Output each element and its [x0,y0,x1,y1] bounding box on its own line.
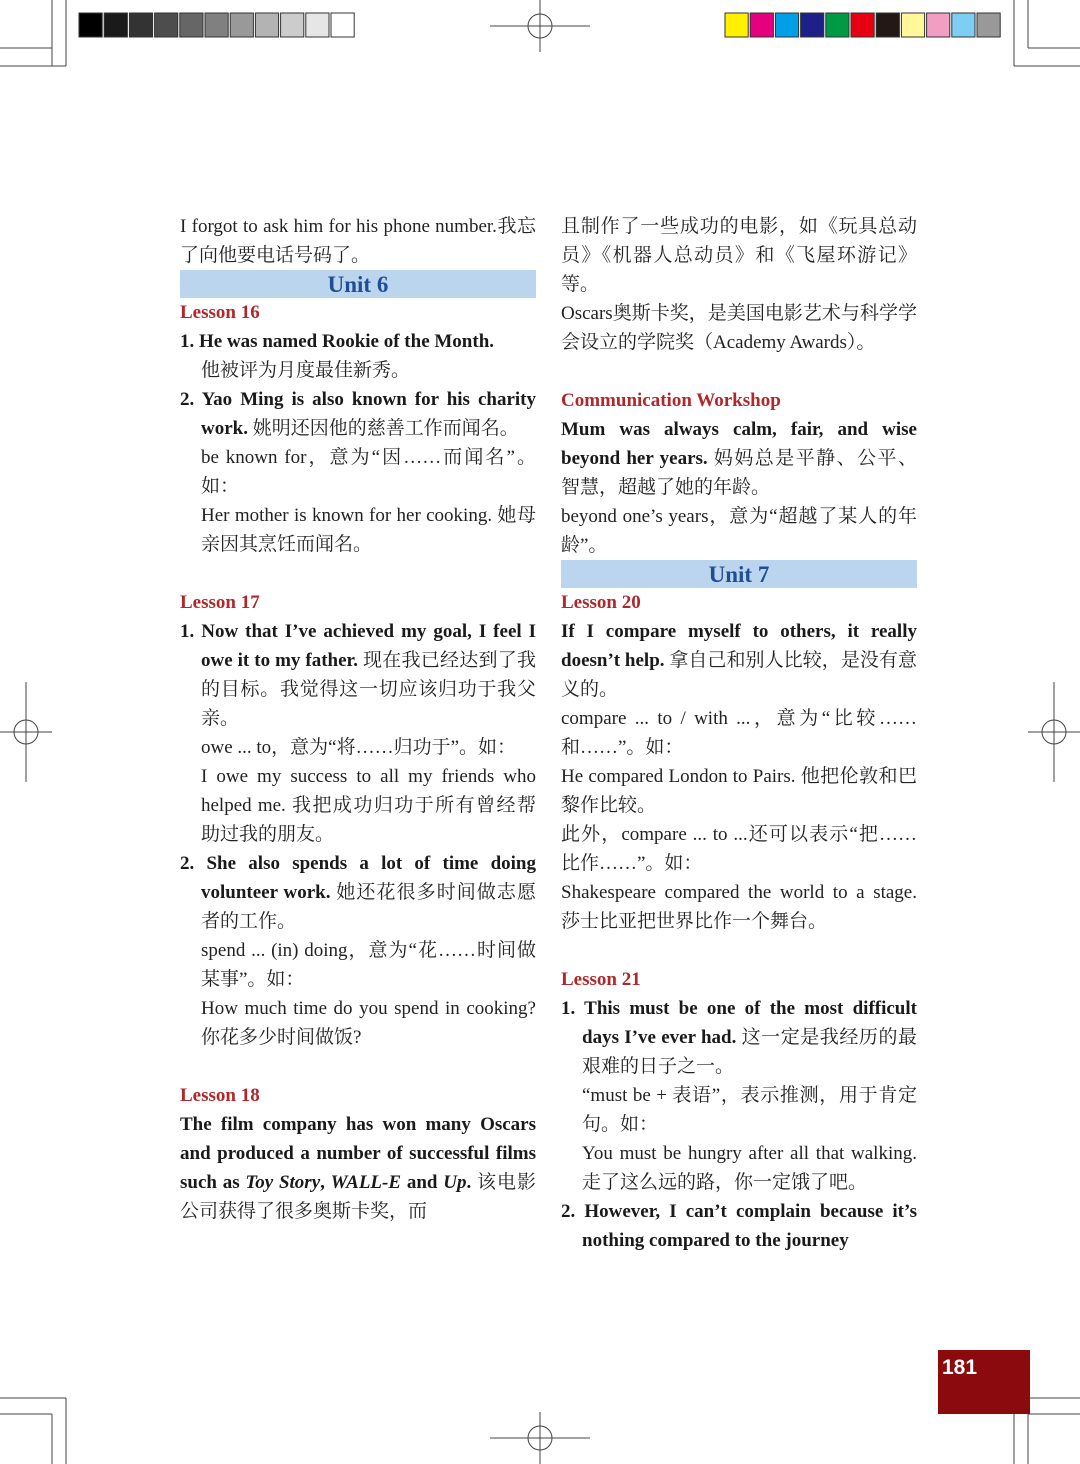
lesson-21-item-1: 1. This must be one of the most difficult days I’ve ever had. 这一定是我经历的最艰难的日子之一。 [561,998,917,1077]
right-column [561,212,917,1255]
lesson-17-item-2: 2. She also spends a lot of time doing volunteer work. 她还花很多时间做志愿者的工作。 [180,853,536,932]
lesson-17-item-1: 1. Now that I’ve achieved my goal, I feel I owe it to my father. 现在我已经达到了我的目标。我觉得这一切应该归功于我父亲。 [180,621,537,729]
color-swatch [281,13,304,37]
oscars-note: Oscars奥斯卡奖，是美国电影艺术与科学学会设立的学院奖（Academy Awards）。 [561,303,917,353]
color-swatch [180,13,203,37]
left-column [180,212,536,1226]
color-swatch [79,13,102,37]
color-swatch [230,13,253,37]
color-swatch [750,13,773,37]
color-control-bar [725,13,1000,37]
lesson-18-continuation: 且制作了一些成功的电影，如《玩具总动员》《机器人总动员》和《飞屋环游记》等。 [561,216,917,295]
lesson-16-note-1: be known for，意为“因……而闻名”。如： [201,447,536,497]
color-swatch [725,13,748,37]
color-swatch [901,13,924,37]
lesson-16-item-1: 1. He was named Rookie of the Month. 他被评为月度最佳新秀。 [180,331,495,381]
color-swatch [104,13,127,37]
lesson-20-note-1: compare ... to / with ...，意为“比较……和……”。如： [561,708,917,758]
page-number-badge [938,1350,1030,1414]
lesson-20-note-2: He compared London to Pairs. 他把伦敦和巴黎作比较。 [561,766,917,816]
color-swatch [952,13,975,37]
color-swatch [129,13,152,37]
lesson-18-title: Lesson 18 [180,1085,260,1106]
communication-workshop-title: Communication Workshop [561,390,781,411]
lesson-16-item-2: 2. Yao Ming is also known for his charity work. 姚明还因他的慈善工作而闻名。 [180,389,537,439]
lesson-20-text: If I compare myself to others, it really doesn’t help. 拿自己和别人比较，是没有意义的。 [561,621,917,700]
lesson-17-note-1: owe ... to，意为“将……归功于”。如： [201,737,517,758]
color-swatch [306,13,329,37]
color-swatch [775,13,798,37]
lesson-17-title: Lesson 17 [180,592,260,613]
color-swatch [255,13,278,37]
color-swatch [927,13,950,37]
color-swatch [331,13,354,37]
lesson-16-note-2: Her mother is known for her cooking. 她母亲因其烹饪而闻名。 [201,505,536,555]
lesson-17-note-3: spend ... (in) doing，意为“花……时间做某事”。如： [201,940,536,990]
lesson-16-title: Lesson 16 [180,302,260,323]
lesson-21-note-1: “must be + 表语”，表示推测，用于肯定句。如： [582,1085,917,1135]
unit-7-header: Unit 7 [561,560,917,588]
lesson-17-note-2: I owe my success to all my friends who helped me. 我把成功归功于所有曾经帮助过我的朋友。 [201,766,536,845]
communication-workshop-note: beyond one’s years，意为“超越了某人的年龄”。 [561,506,917,556]
color-swatch [826,13,849,37]
color-swatch [851,13,874,37]
page-number: 181 [942,1356,978,1379]
color-swatch [977,13,1000,37]
lesson-21-title: Lesson 21 [561,969,641,990]
lesson-18-text: The film company has won many Oscars and produced a number of successful films such as Toy Story, WALL-E and Up. 该电影公司获得了很多奥斯卡奖，而 [180,1114,537,1222]
unit-6-header: Unit 6 [180,270,536,298]
lesson-20-title: Lesson 20 [561,592,641,613]
lesson-21-note-2: You must be hungry after all that walking. 走了这么远的路，你一定饿了吧。 [582,1143,917,1193]
grayscale-color-bar [79,13,354,37]
lesson-20-note-4: Shakespeare compared the world to a stage. 莎士比亚把世界比作一个舞台。 [561,882,917,932]
color-swatch [876,13,899,37]
lesson-21-item-2: 2. However, I can’t complain because it’s nothing compared to the journey [561,1201,918,1251]
lesson-17-note-4: How much time do you spend in cooking? 你花多少时间做饭? [201,998,536,1048]
intro-text: I forgot to ask him for his phone number.我忘了向他要电话号码了。 [180,216,536,266]
lesson-20-note-3: 此外，compare ... to ...还可以表示“把……比作……”。如： [561,824,917,874]
color-swatch [155,13,178,37]
color-swatch [801,13,824,37]
communication-workshop-text: Mum was always calm, fair, and wise beyond her years. 妈妈总是平静、公平、智慧，超越了她的年龄。 [561,419,917,498]
color-swatch [205,13,228,37]
